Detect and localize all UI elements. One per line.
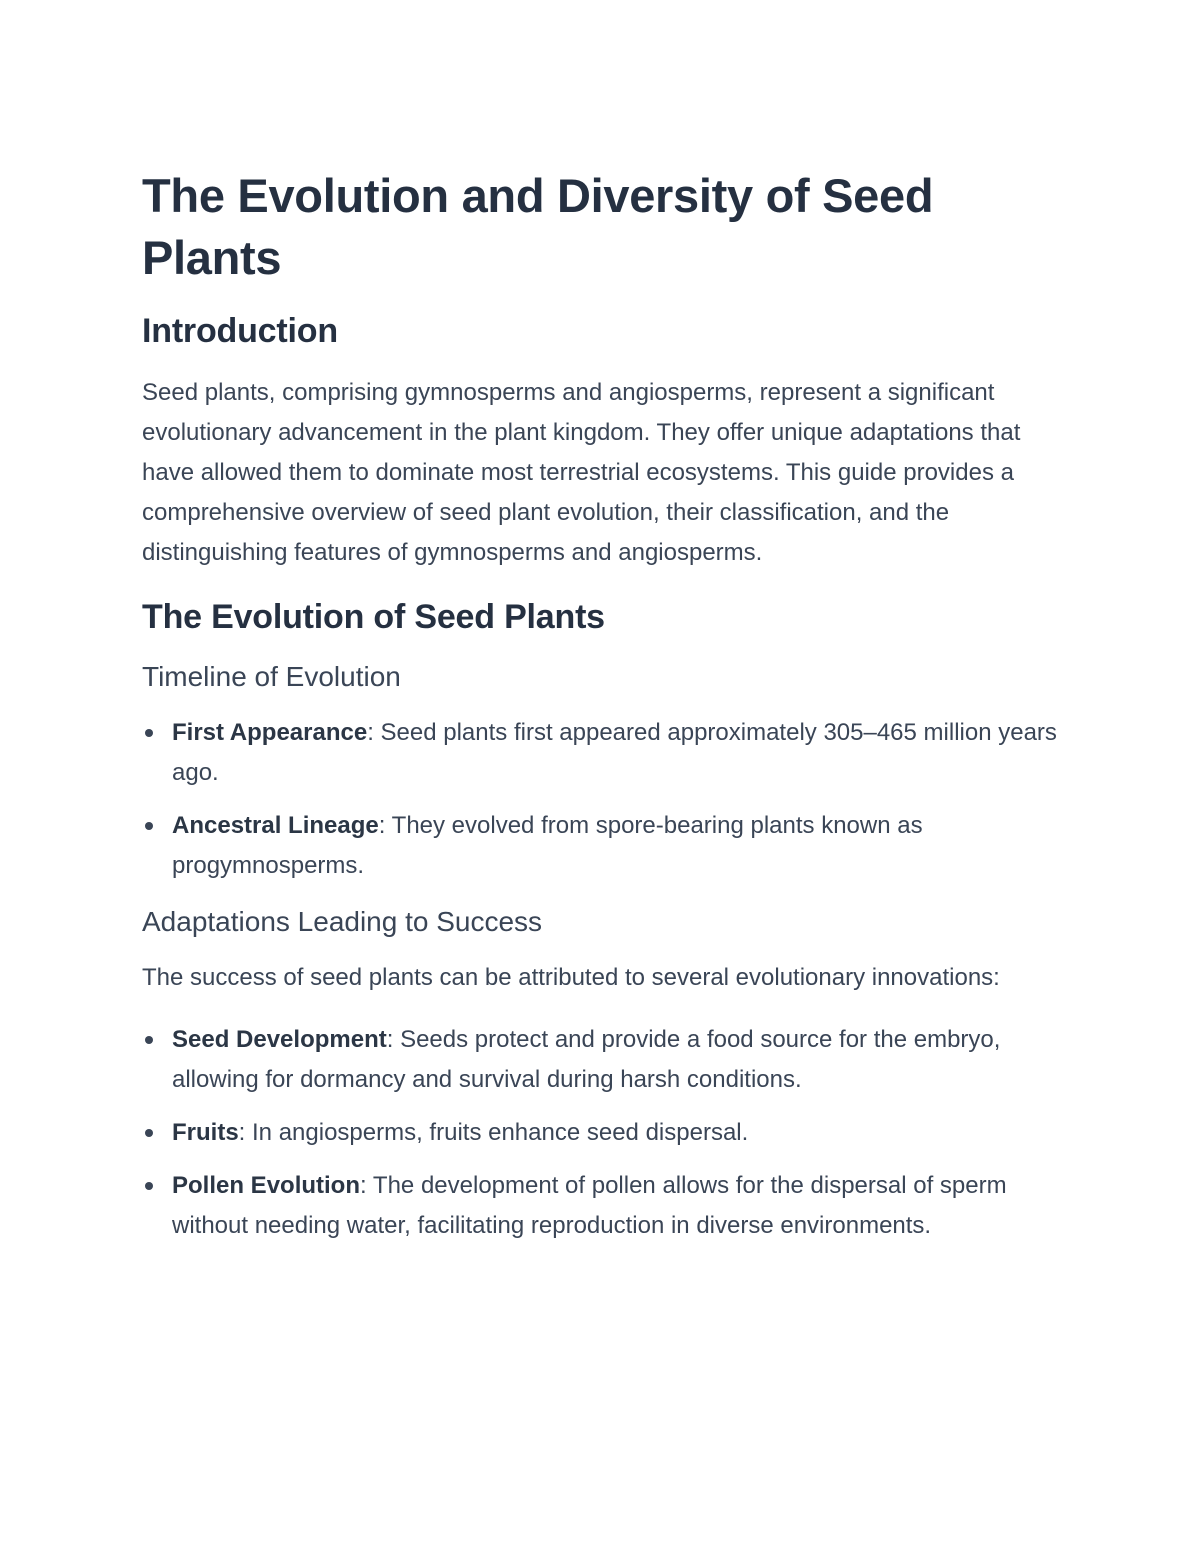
timeline-list	[142, 713, 1057, 886]
list-item-text: : In angiosperms, fruits enhance seed dispersal.	[238, 1119, 749, 1146]
bullet-icon	[145, 1129, 153, 1137]
list-item	[142, 1166, 1057, 1246]
bullet-icon	[145, 822, 153, 830]
list-item-term: Pollen Evolution	[172, 1172, 361, 1199]
bullet-icon	[145, 1182, 153, 1190]
introduction-heading: Introduction	[142, 312, 338, 350]
list-item	[142, 806, 1057, 886]
list-item-text: : The development of pollen allows for the dispersal of sperm without needing water, facilitating reproduction in diverse environments.	[172, 1172, 1007, 1239]
list-item	[142, 1020, 1057, 1100]
bullet-icon	[145, 1036, 153, 1044]
list-item-term: Seed Development	[172, 1026, 387, 1053]
document-page	[142, 165, 1057, 1264]
adaptations-heading: Adaptations Leading to Success	[142, 906, 543, 937]
page-title: The Evolution and Diversity of Seed Plants	[142, 169, 934, 284]
evolution-heading: The Evolution of Seed Plants	[142, 598, 605, 636]
adaptations-list	[142, 1020, 1057, 1246]
introduction-paragraph: Seed plants, comprising gymnosperms and angiosperms, represent a significant evolutionary advancement in the plant kingdom. They offer unique adaptations that have allowed them to dominate most terrestrial ecosystems. This guide provides a comprehensive overview of seed plant evolution, their classification, and the distinguishing features of gymnosperms and angiosperms.	[142, 379, 1021, 566]
list-item-term: First Appearance	[172, 719, 368, 746]
list-item	[142, 713, 1057, 793]
list-item	[142, 1113, 1057, 1153]
list-item-text: : Seeds protect and provide a food source for the embryo, allowing for dormancy and survival during harsh conditions.	[172, 1026, 1001, 1093]
adaptations-intro: The success of seed plants can be attributed to several evolutionary innovations:	[142, 964, 1000, 991]
list-item-text: : They evolved from spore-bearing plants known as progymnosperms.	[172, 812, 923, 879]
list-item-term: Ancestral Lineage	[172, 812, 379, 839]
list-item-term: Fruits	[172, 1119, 239, 1146]
timeline-heading: Timeline of Evolution	[142, 661, 401, 692]
list-item-text: : Seed plants first appeared approximately 305–465 million years ago.	[172, 719, 1057, 786]
bullet-icon	[145, 729, 153, 737]
